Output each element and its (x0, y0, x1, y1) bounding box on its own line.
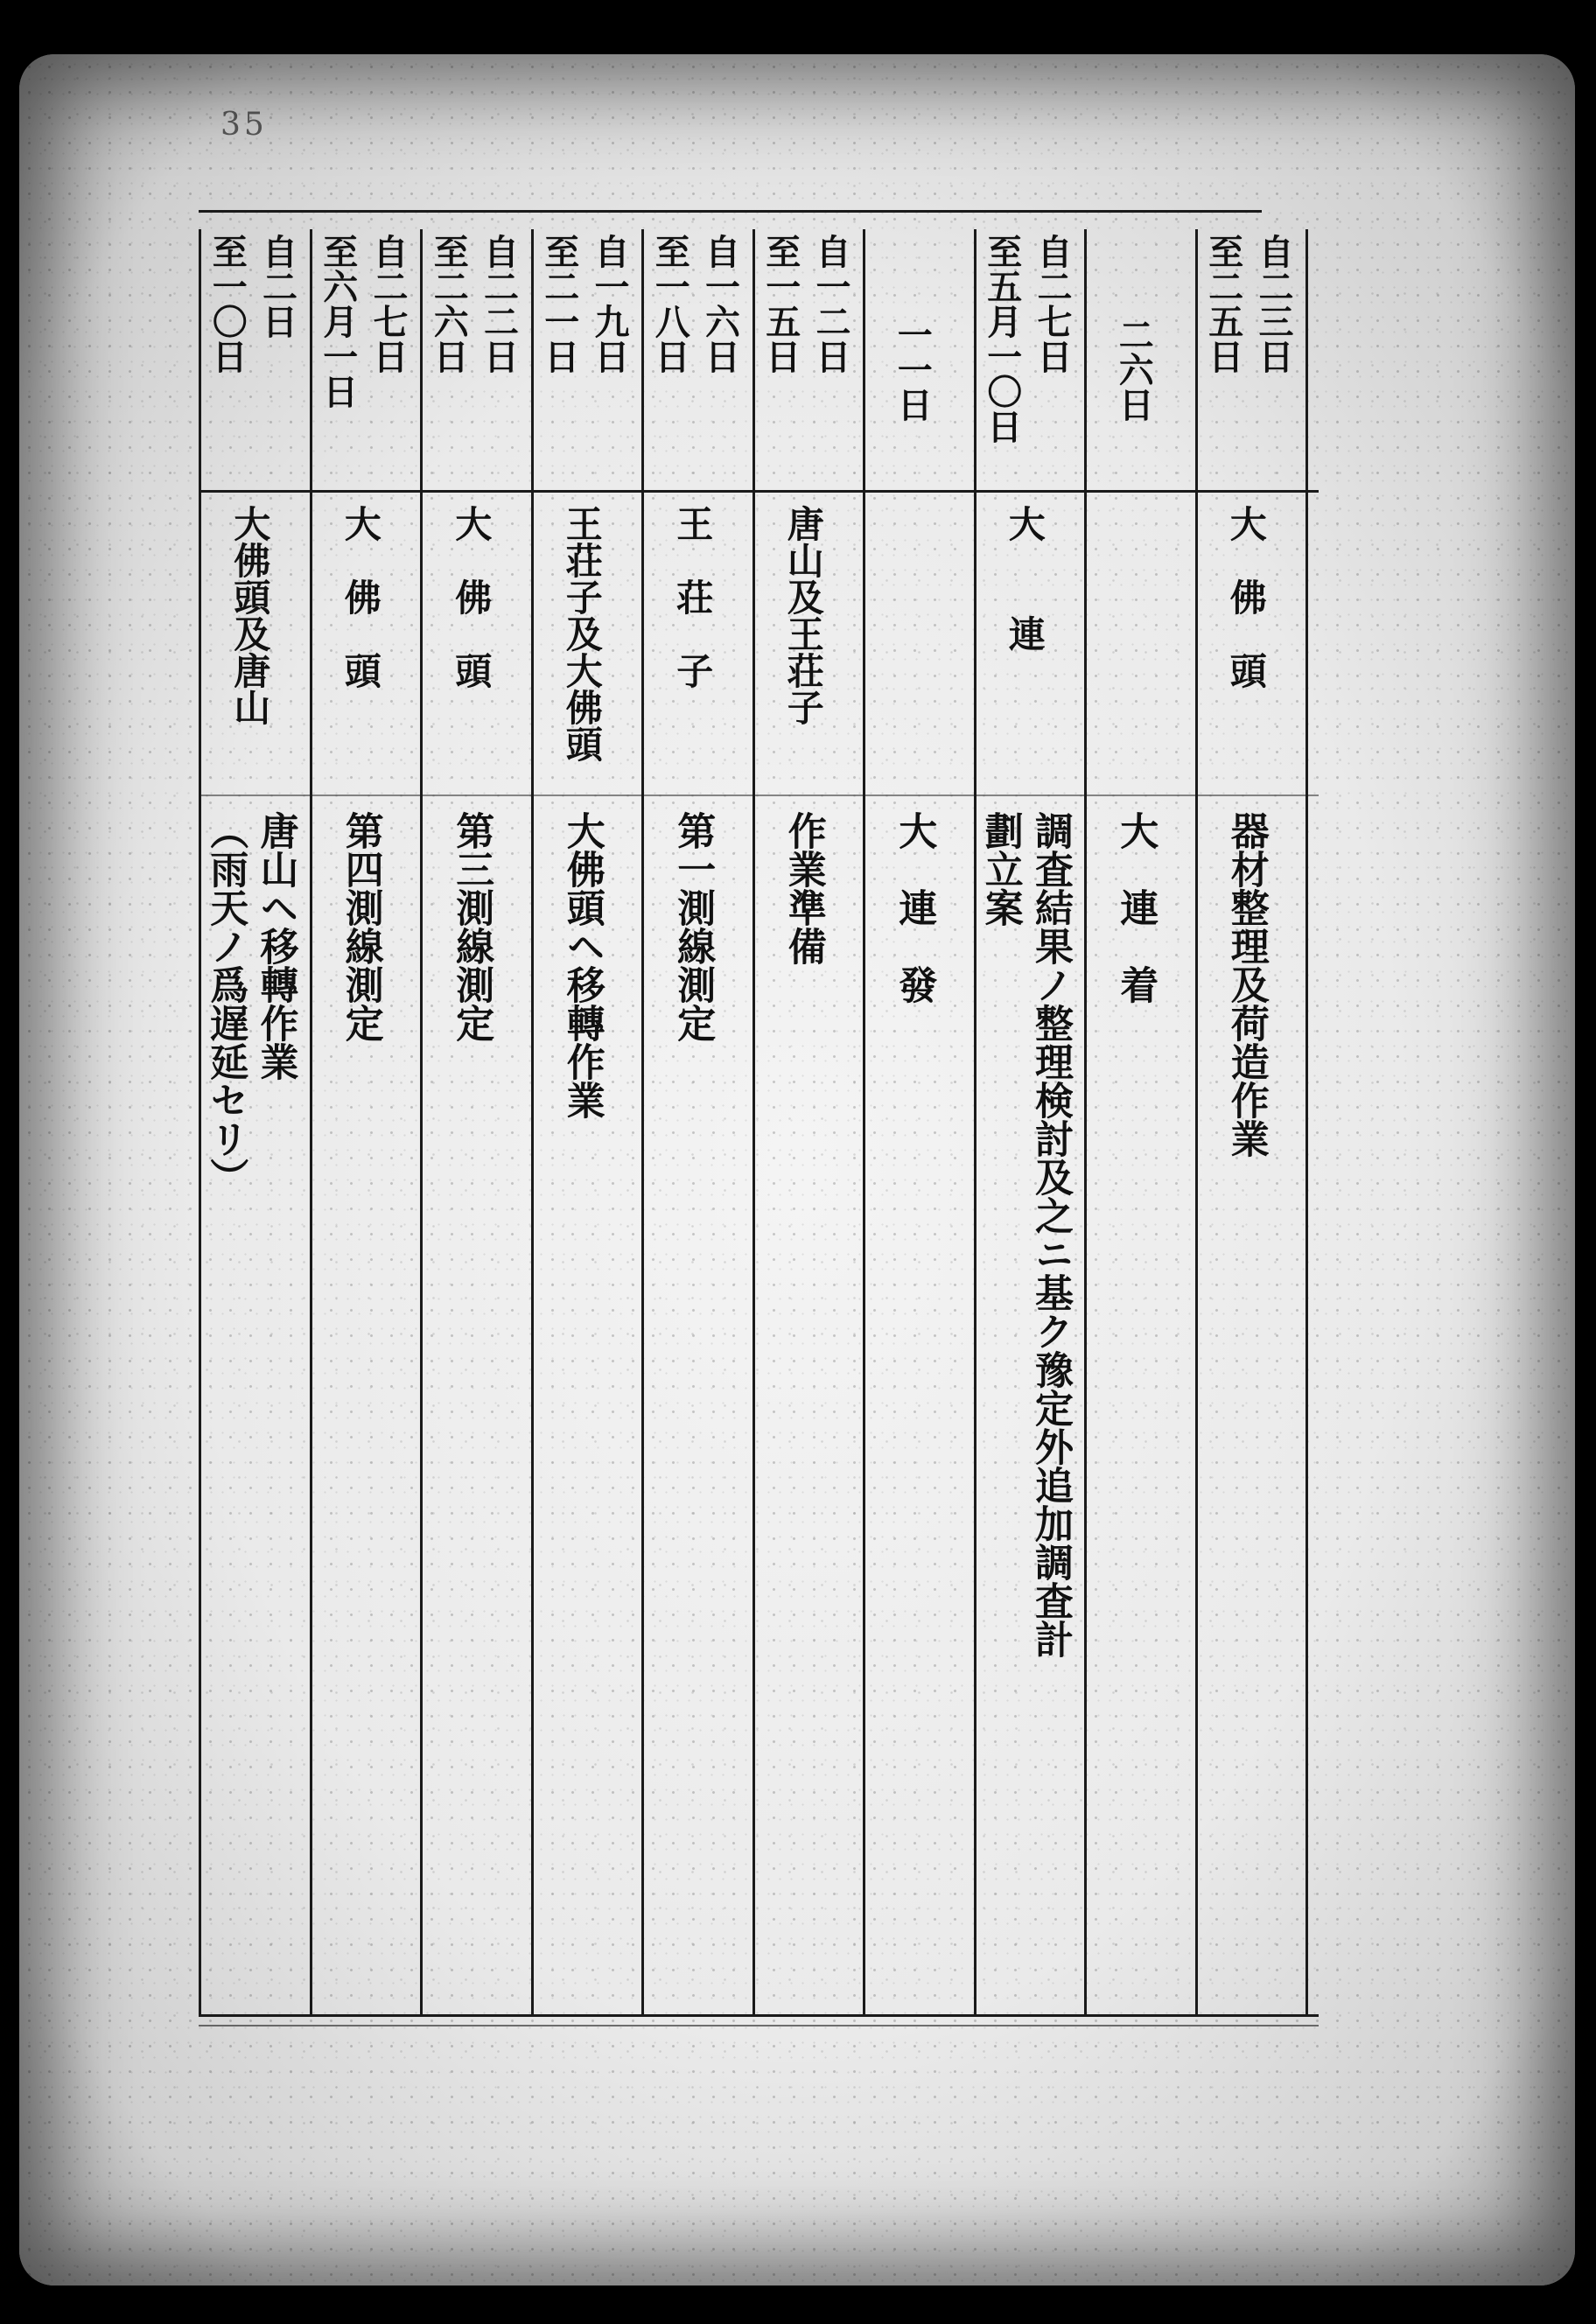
date-to: 至一〇日 (206, 234, 248, 374)
date-to: 至二六日 (428, 234, 470, 374)
column-rule (752, 229, 755, 2014)
date-single: 二六日 (1113, 317, 1155, 422)
date-to: 至二五日 (1202, 234, 1244, 374)
table-column (310, 54, 421, 2067)
table-column (1084, 54, 1195, 2067)
work-cell: 第一測線測定 (670, 811, 716, 1042)
column-rule (310, 229, 312, 2014)
column-rule (1084, 229, 1087, 2014)
date-from: 自二日 (256, 234, 298, 339)
table-column (420, 54, 531, 2067)
work-cell-line-1: 唐山ヘ移轉作業 (253, 811, 298, 1081)
column-rule (420, 229, 423, 2014)
place-cell: 大 佛 頭 (339, 505, 382, 689)
work-cell: 第三測線測定 (449, 811, 494, 1042)
date-to: 至一五日 (760, 234, 802, 374)
place-cell: 唐山及王荘子 (781, 505, 825, 725)
work-cell: 大佛頭ヘ移轉作業 (559, 811, 605, 1119)
work-cell: 作業準備 (780, 811, 826, 965)
date-to: 至一八日 (649, 234, 691, 374)
date-from: 自二二日 (478, 234, 520, 374)
place-cell: 大 佛 頭 (450, 505, 494, 689)
column-rule (1195, 229, 1198, 2014)
date-from: 自二七日 (1032, 234, 1073, 374)
table-column (641, 54, 752, 2067)
work-cell-line-1: 調査結果ノ整理検討及之ニ基ク豫定外追加調査計 (1028, 811, 1073, 1658)
column-rule (641, 229, 644, 2014)
column-rule (863, 229, 865, 2014)
column-rule (1306, 229, 1308, 2014)
work-cell: 大 連 發 (892, 811, 937, 1004)
date-from: 自一九日 (589, 234, 630, 374)
date-to: 至二一日 (538, 234, 580, 374)
date-from: 自一六日 (699, 234, 741, 374)
place-cell: 大 佛 頭 (1224, 505, 1268, 689)
work-cell: 第四測線測定 (338, 811, 383, 1042)
date-from: 自一二日 (810, 234, 851, 374)
column-rule (531, 229, 534, 2014)
work-cell: 大 連 着 (1113, 811, 1158, 1004)
date-from: 自二三日 (1253, 234, 1294, 374)
work-cell-line-2: （雨天ノ爲遅延セリ） (203, 811, 248, 1196)
column-rule (974, 229, 976, 2014)
table-column (752, 54, 864, 2067)
work-cell: 器材整理及荷造作業 (1223, 811, 1269, 1158)
place-cell: 王 荘 子 (671, 505, 715, 689)
place-cell: 大佛頭及唐山 (228, 505, 272, 725)
table-column (974, 54, 1085, 2067)
page-number: 35 (220, 107, 268, 143)
table-column (531, 54, 642, 2067)
place-cell: 大 連 (1003, 505, 1046, 652)
table-column (863, 54, 974, 2067)
document-page (19, 54, 1575, 2286)
table-column (1195, 54, 1306, 2067)
date-to: 至五月一〇日 (981, 234, 1023, 444)
date-single: 一一日 (892, 317, 934, 422)
date-to: 至六月一日 (317, 234, 359, 409)
table-column (199, 54, 310, 2067)
date-from: 自二七日 (368, 234, 409, 374)
work-cell-line-2: 劃立案 (977, 811, 1023, 927)
column-rule (199, 229, 201, 2014)
place-cell: 王荘子及大佛頭 (560, 505, 604, 762)
